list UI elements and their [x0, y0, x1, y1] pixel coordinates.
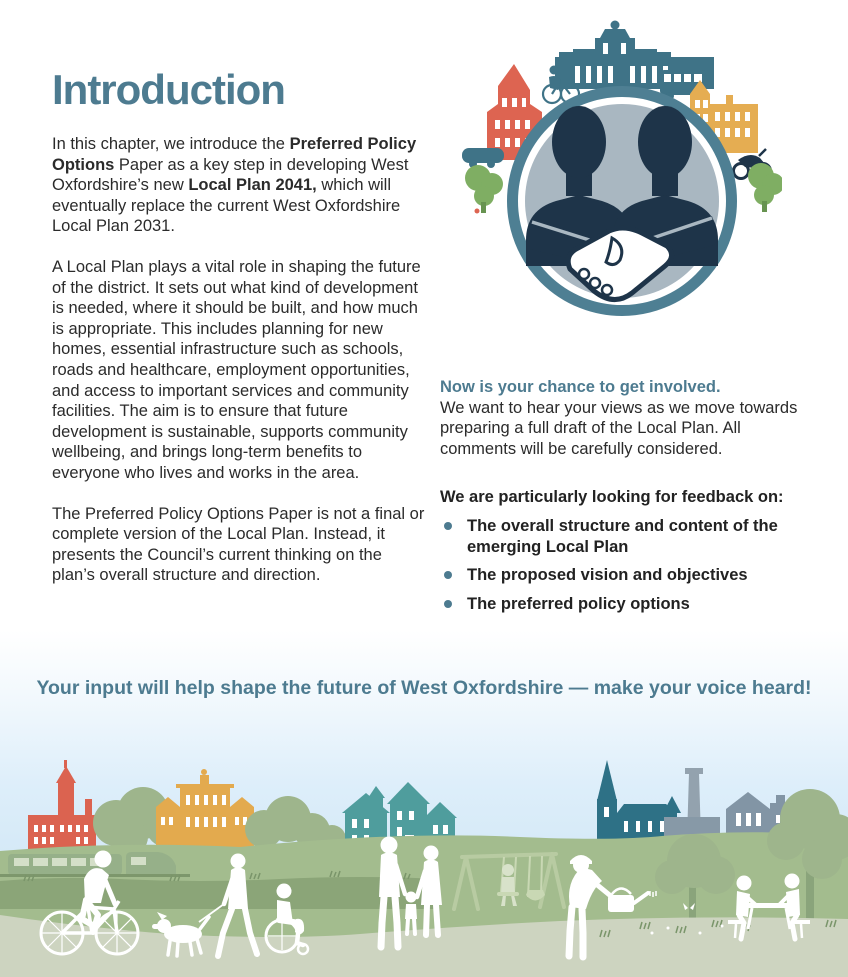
bold-text: Local Plan 2041,	[188, 176, 317, 195]
manor-house	[156, 769, 254, 848]
bullet-icon	[444, 571, 452, 579]
embankment	[0, 877, 438, 909]
red-dot	[475, 209, 480, 214]
feedback-list	[440, 516, 816, 614]
list-item	[440, 565, 816, 586]
bullet-icon	[444, 600, 452, 608]
get-involved-body: We want to hear your views as we move towards preparing a full draft of the Local Plan. All comments will be carefully considered.	[440, 398, 798, 458]
intro-paragraph-2: A Local Plan plays a vital role in shaping the future of the district. It sets out what kind of development is needed, where it should be built, and how much is appropriate. This includes planning for new homes, essential infrastructure such as schools, roads and healthcare, employment opportunities, and access to important services and community facilities. The aim is to ensure that future development is sustainable, supports community wellbeing, and brings long-term benefits to everyone who lives and works in the area.	[52, 257, 421, 482]
get-involved-block	[440, 377, 814, 459]
paragraph-text: Paper as a key step in developing West Oxfordshire’s new	[52, 155, 409, 195]
town-park-scene-illustration	[0, 757, 848, 977]
feedback-heading: We are particularly looking for feedback on:	[440, 488, 784, 506]
list-item-text: The overall structure and content of the emerging Local Plan	[467, 517, 778, 556]
community-handshake-illustration	[462, 8, 782, 338]
factory-building	[28, 760, 96, 851]
list-item-text: The preferred policy options	[467, 594, 690, 613]
paragraph-text: which will eventually replace the current West Oxfordshire Local Plan 2031.	[52, 176, 401, 236]
hedge-car-icon	[462, 148, 504, 168]
intro-paragraph-1	[52, 134, 426, 237]
footer-band	[0, 630, 848, 977]
tree-icon	[465, 165, 503, 213]
paragraph-text: In this chapter, we introduce the	[52, 135, 290, 153]
list-item-text: The proposed vision and objectives	[467, 566, 748, 585]
list-item	[440, 594, 816, 615]
feedback-block	[440, 487, 816, 622]
intro-column	[52, 66, 426, 606]
list-item	[440, 516, 816, 557]
page-title: Introduction	[52, 66, 285, 113]
get-involved-heading: Now is your chance to get involved.	[440, 378, 721, 396]
intro-paragraph-3: The Preferred Policy Options Paper is not a final or complete version of the Local Plan. Instead, it presents the Council’s current thinking on the plan’s overall structure and direction.	[52, 504, 425, 585]
tree-icon	[748, 163, 782, 212]
call-to-action-banner: Your input will help shape the future of West Oxfordshire — make your voice heard!	[36, 677, 812, 699]
bold-text: Preferred Policy Options	[52, 135, 417, 174]
bullet-icon	[444, 522, 452, 530]
